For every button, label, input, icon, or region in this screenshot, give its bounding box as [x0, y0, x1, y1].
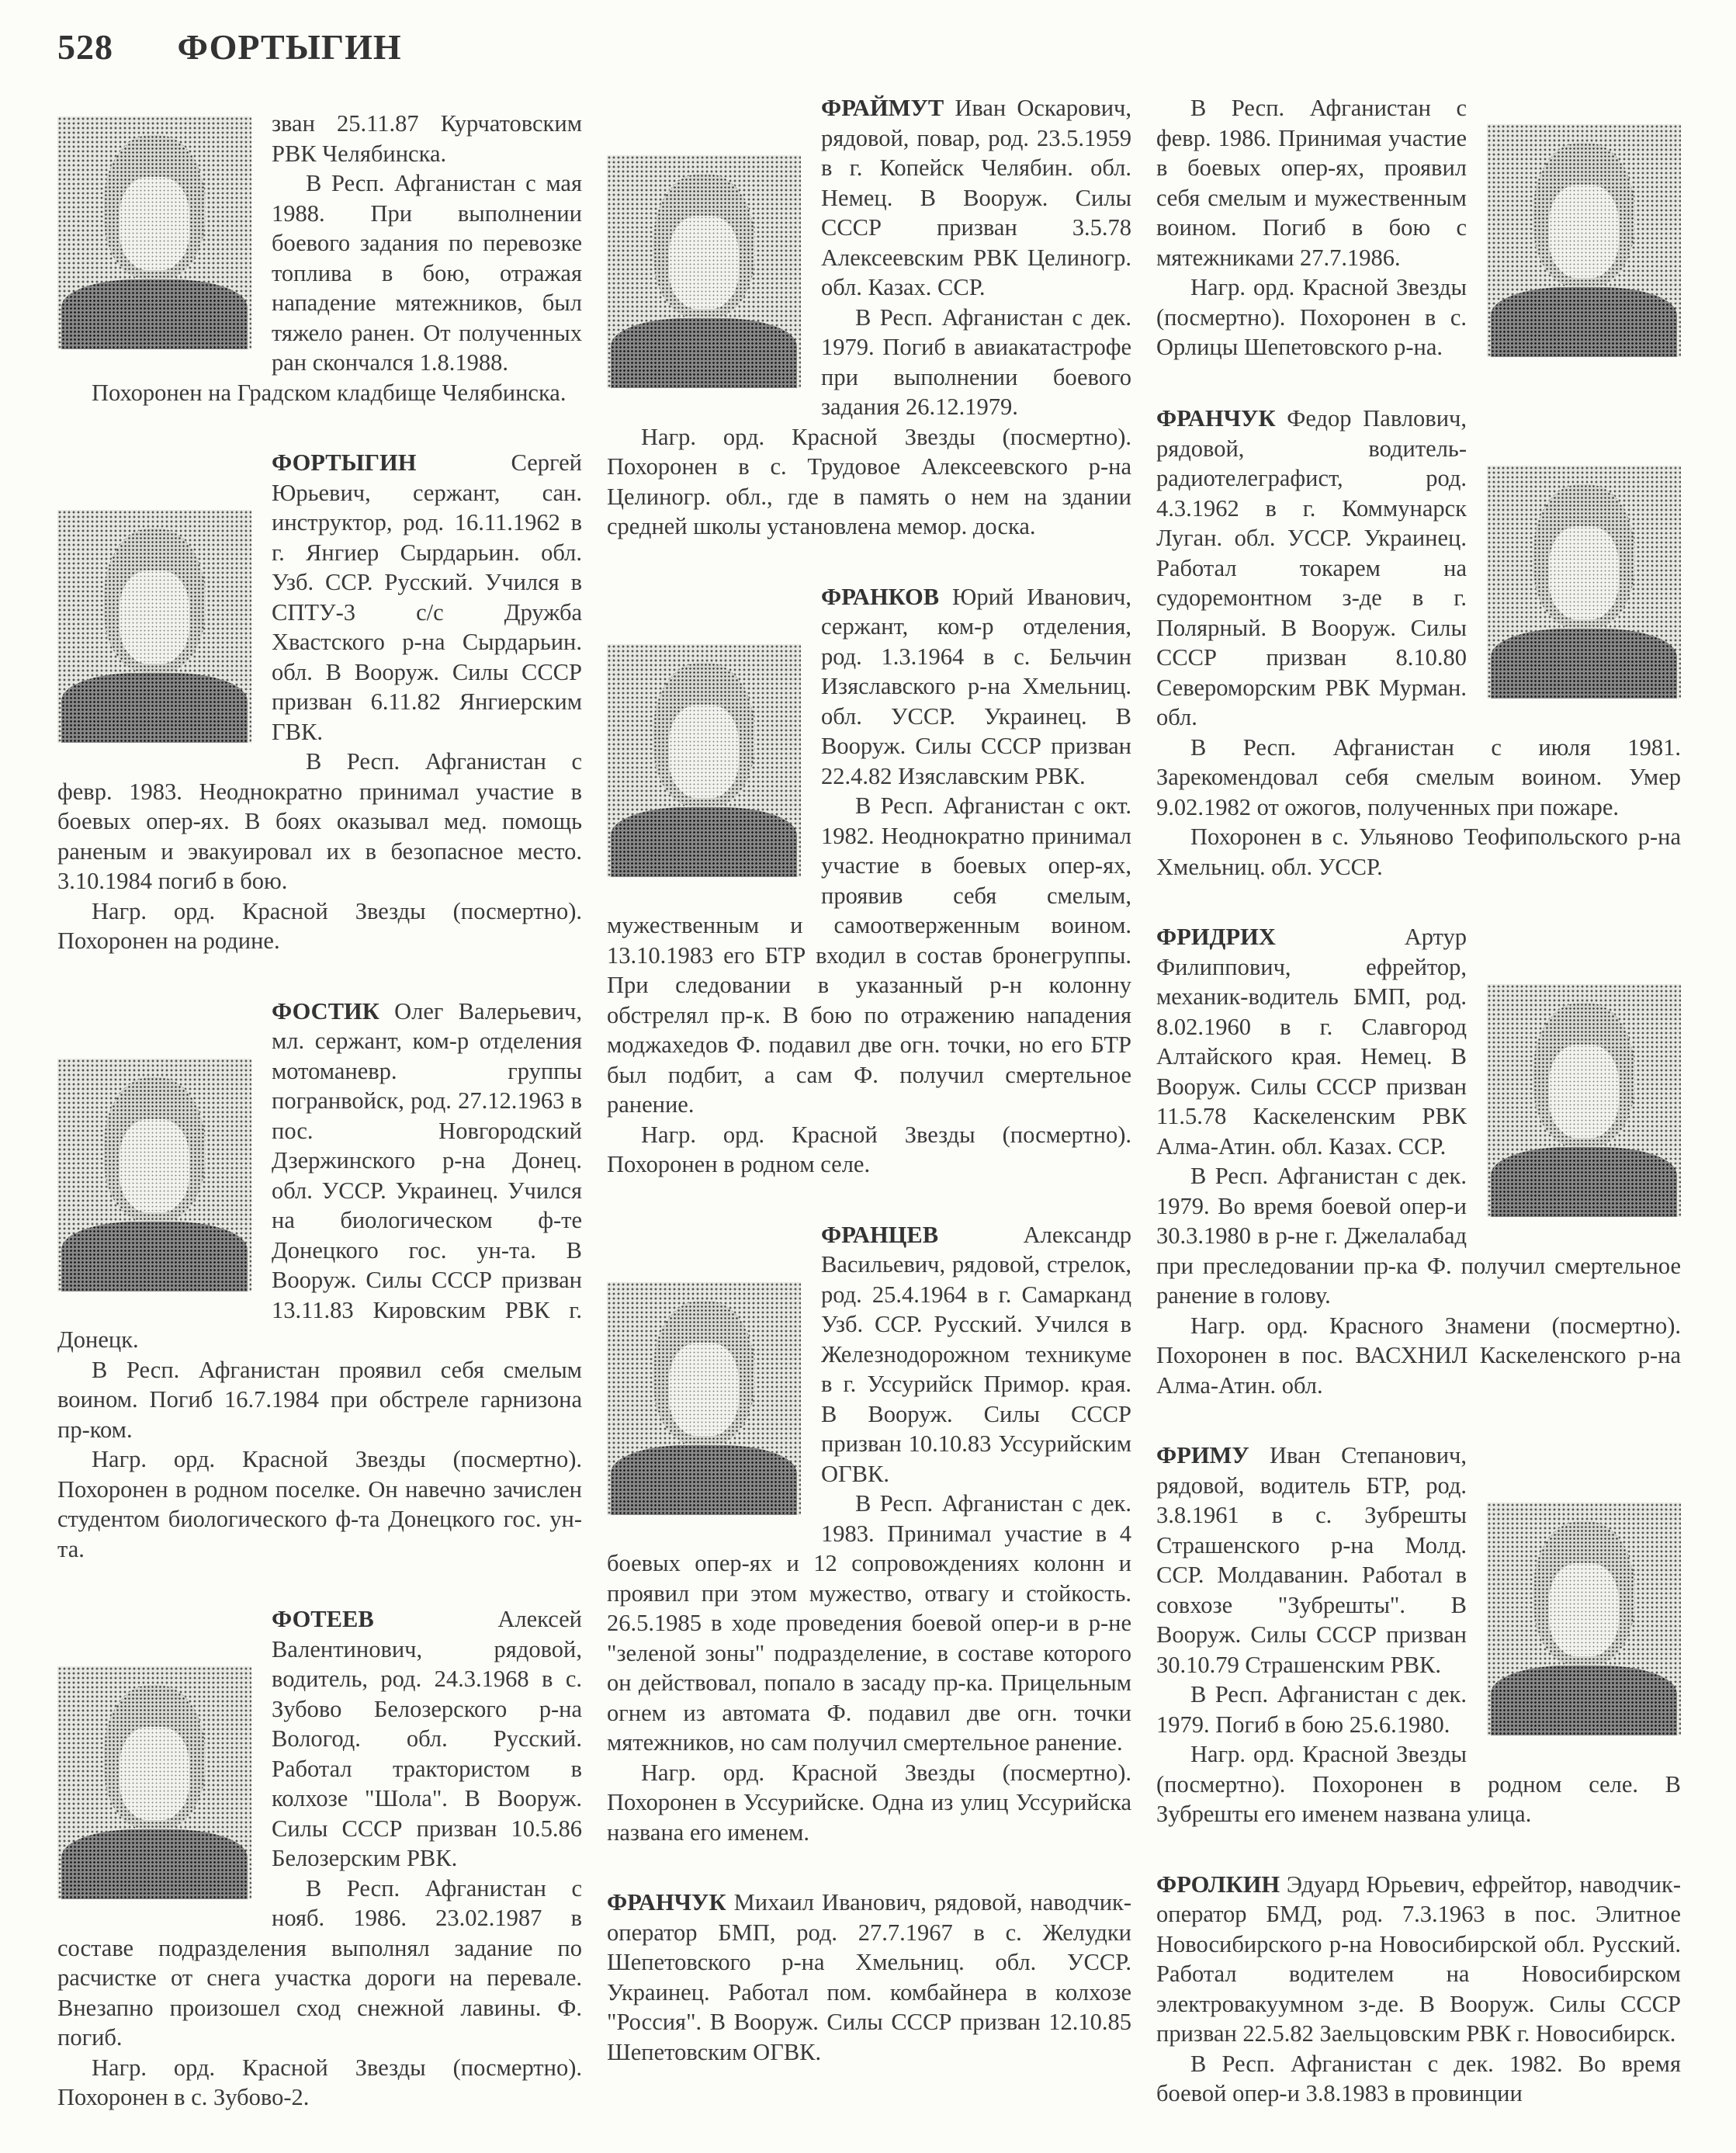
entry-surname: ФОТЕЕВ — [272, 1606, 374, 1632]
portrait-photo — [607, 155, 801, 388]
entry-text: В Респ. Афганистан с июля 1981. Зарекомендовал себя смелым воином. Умер 9.02.1982 от ожогов, полученных при пожаре. — [1156, 733, 1681, 820]
entry-text: В Респ. Афганистан с окт. 1982. Неоднократно принимал участие в боевых опер-ях, проявив себя смелым, мужественным и самоотверженным воином. 13.10.1983 его БТР входил в состав бронегруппы. При следовании в указанный р-н колонну обстрелял пр-к. В бою по отражению нападения моджахедов Ф. подавил две огн. точки, но его БТР был подбит, а сам Ф. получил смертельное ранение. — [607, 792, 1131, 1118]
portrait-photo — [57, 1059, 251, 1291]
entry-text: В Респ. Афганистан с дек. 1979. Погиб в авиакатастрофе при выполнении боевого задания 26.12.1979. — [821, 303, 1131, 420]
column-3 — [1156, 93, 1681, 2149]
entry-text: Нагр. орд. Красного Знамени (посмертно). Похоронен в пос. ВАСХНИЛ Каскеленского р-на Алма-Атин. обл. — [1156, 1312, 1681, 1399]
entry-text: В Респ. Афганистан проявил себя смелым воином. Погиб 16.7.1984 при обстреле гарнизона пр-ком. — [57, 1356, 582, 1443]
entry-fridrikh — [1156, 922, 1681, 1400]
entry-frantsev — [607, 1220, 1131, 1848]
entry-text: Похоронен на Градском кладбище Челябинска. — [92, 379, 567, 406]
entry-text: Нагр. орд. Красной Звезды (посмертно). Похоронен в родном селе. В Зубрешты его именем названа улица. — [1156, 1741, 1681, 1827]
entry-text: Олег Валерьевич, мл. сержант, ком-р отделения мотоманевр. группы погранвойск, род. 27.12.1963 в пос. Новгородский Дзержинского р-на Донец. обл. УССР. Украинец. Учился на биологическом ф-те Донецкого гос. ун-та. В Вооруж. Силы СССР призван 13.11.83 Кировским РВК г. Донецк. — [57, 997, 582, 1353]
entry-text: Нагр. орд. Красной Звезды (посмертно). Похоронен в Уссурийске. Одна из улиц Уссурийска названа его именем. — [607, 1759, 1131, 1846]
entry-fraimut — [607, 93, 1131, 542]
entry-text: Михаил Иванович, рядовой, наводчик-оператор БМП, род. 27.7.1967 в с. Желудки Шепетовского р-на Хмельниц. обл. УССР. Украинец. Работал пом. комбайнера в колхозе "Россия". В Вооруж. Силы СССР призван 12.10.85 Шепетовским ОГВК. — [607, 1889, 1131, 2065]
entry-surname: ФРАЙМУТ — [821, 95, 944, 121]
entry-continued — [1156, 93, 1681, 363]
portrait-photo — [1487, 466, 1681, 699]
entry-surname: ФРАНЧУК — [1156, 405, 1276, 432]
entry-franchuk-fedor — [1156, 404, 1681, 882]
entry-surname: ФРАНЧУК — [607, 1889, 726, 1916]
entry-text: Артур Филиппович, ефрейтор, механик-водитель БМП, род. 8.02.1960 в г. Славгород Алтайского края. Немец. В Вооруж. Силы СССР призван 11.5.78 Каскеленским РВК Алма-Атин. обл. Казах. ССР. — [1156, 924, 1467, 1160]
entry-text: Алексей Валентинович, рядовой, водитель, род. 24.3.1968 в с. Зубово Белозерского р-на Вологод. обл. Русский. Работал трактористом в колхозе "Шола". В Вооруж. Силы СССР призван 10.5.86 Белозерским РВК. — [272, 1606, 582, 1871]
entry-fortygin — [57, 448, 582, 956]
page-number: 528 — [57, 27, 113, 67]
portrait-photo — [1487, 1503, 1681, 1735]
entry-continued — [57, 93, 582, 407]
entry-surname: ФОРТЫГИН — [272, 449, 417, 476]
entry-text: Нагр. орд. Красной Звезды (посмертно). Похоронен в с. Орлицы Шепетовского р-на. — [1156, 274, 1467, 360]
entry-text: В Респ. Афганистан с дек. 1979. Во время боевой опер-и 30.3.1980 в р-не г. Джелалабад при преследовании пр-ка Ф. получил смертельное ранение в голову. — [1156, 1163, 1681, 1309]
entry-text: Федор Павлович, рядовой, водитель-радиотелеграфист, род. 4.3.1962 в г. Коммунарск Луган. обл. УССР. Украинец. Работал токарем на судоремонтном з-де в г. Полярный. В Вооруж. Силы СССР призван 8.10.80 Североморским РВК Мурман. обл. — [1156, 405, 1467, 730]
portrait-photo — [57, 116, 251, 349]
entry-text: В Респ. Афганистан с дек. 1982. Во время боевой опер-и 3.8.1983 в провинции — [1156, 2050, 1681, 2106]
entry-text: Иван Степанович, рядовой, водитель БТР, род. 3.8.1961 в с. Зубрешты Страшенского р-на Молд. ССР. Молдаванин. Работал в совхозе "Зубрешты". В Вооруж. Силы СССР призван 30.10.79 Страшенским РВК. — [1156, 1442, 1467, 1678]
entry-text: Сергей Юрьевич, сержант, сан. инструктор, род. 16.11.1962 в г. Янгиер Сырдарьин. обл. Узб. ССР. Русский. Учился в СПТУ-3 с/с Дружба Хвастского р-на Сырдарьин. обл. В Вооруж. Силы СССР призван 6.11.82 Янгиерским ГВК. — [272, 449, 582, 745]
entry-fostik — [57, 997, 582, 1565]
portrait-photo — [57, 1666, 251, 1899]
entry-text: Александр Васильевич, рядовой, стрелок, род. 25.4.1964 в г. Самарканд Узб. ССР. Русский. Учился в Железнодорожном техникуме в г. Уссурийск Примор. края. В Вооруж. Силы СССР призван 10.10.83 Уссурийским ОГВК. — [821, 1221, 1131, 1487]
entry-surname: ФРИДРИХ — [1156, 924, 1276, 950]
entry-text: зван 25.11.87 Курчатовским РВК Челябинска. — [272, 110, 582, 167]
entry-text: Нагр. орд. Красной Звезды (посмертно). Похоронен в родном поселке. Он навечно зачислен студентом биологического ф-та Донецкого гос. ун-та. — [57, 1446, 582, 1562]
entry-text: В Респ. Афганистан с февр. 1983. Неоднократно принимал участие в боевых опер-ях. В боях оказывал мед. помощь раненым и эвакуировал их в безопасное место. 3.10.1984 погиб в бою. — [57, 748, 582, 894]
entry-text: Нагр. орд. Красной Звезды (посмертно). Похоронен в родном селе. — [607, 1121, 1131, 1177]
entry-surname: ФРАНКОВ — [821, 583, 940, 610]
entry-frolkin — [1156, 1870, 1681, 2109]
column-2 — [607, 93, 1131, 2107]
entry-text: Нагр. орд. Красной Звезды (посмертно). Похоронен в с. Зубово-2. — [57, 2054, 582, 2110]
column-1 — [57, 93, 582, 2153]
entry-text: Юрий Иванович, сержант, ком-р отделения, род. 1.3.1964 в с. Бельчин Изяславского р-на Хмельниц. обл. УССР. Украинец. В Вооруж. Силы СССР призван 22.4.82 Изяславским РВК. — [821, 583, 1131, 789]
entry-text: Похоронен в с. Ульяново Теофипольского р-на Хмельниц. обл. УССР. — [1156, 823, 1681, 880]
entry-surname: ФРИМУ — [1156, 1442, 1249, 1468]
entry-foteev — [57, 1604, 582, 2113]
portrait-photo — [1487, 124, 1681, 357]
entry-text: Нагр. орд. Красной Звезды (посмертно). Похоронен на родине. — [57, 897, 582, 954]
entry-text: В Респ. Афганистан с февр. 1986. Принимая участие в боевых опер-ях, проявил себя смелым и мужественным воином. Погиб в бою с мятежниками 27.7.1986. — [1156, 95, 1467, 271]
entry-surname: ФРОЛКИН — [1156, 1870, 1280, 1898]
portrait-photo — [57, 510, 251, 743]
entry-surname: ФРАНЦЕВ — [821, 1221, 939, 1248]
portrait-photo — [1487, 984, 1681, 1217]
portrait-photo — [607, 644, 801, 877]
entry-frankov — [607, 582, 1131, 1180]
portrait-photo — [607, 1282, 801, 1515]
entry-text: В Респ. Афганистан с дек. 1983. Принимал участие в 4 боевых опер-ях и 12 сопровождениях колонн и проявил при этом мужество, отвагу и стойкость. 26.5.1985 в ходе проведения боевой опер-и в р-не "зеленой зоны" подразделение, в составе которого он действовал, попало в засаду пр-ка. Прицельным огнем из автомата Ф. подавил две огн. точки мятежников, но сам получил смертельное ранение. — [607, 1490, 1131, 1756]
entry-text: В Респ. Афганистан с нояб. 1986. 23.02.1987 в составе подразделения выполнял задание по расчистке от снега участка дороги на перевале. Внезапно произошел сход снежной лавины. Ф. погиб. — [57, 1874, 582, 2051]
entry-text: Иван Оскарович, рядовой, повар, род. 23.5.1959 в г. Копейск Челябин. обл. Немец. В Вооруж. Силы СССР призван 3.5.78 Алексеевским РВК Целиногр. обл. Казах. ССР. — [821, 95, 1132, 300]
entry-text: Нагр. орд. Красной Звезды (посмертно). Похоронен в с. Трудовое Алексеевского р-на Целиногр. обл., где в память о нем на здании средней школы установлена мемор. доска. — [607, 423, 1131, 539]
entry-text: Эдуард Юрьевич, ефрейтор, наводчик-оператор БМД, род. 7.3.1963 в пос. Элитное Новосибирского р-на Новосибирской обл. Русский. Работал водителем на Новосибирском электровакуумном з-де. В Вооруж. Силы СССР призван 22.5.82 Заельцовским РВК г. Новосибирск. — [1156, 1870, 1681, 2047]
entry-text: В Респ. Афганистан с дек. 1979. Погиб в бою 25.6.1980. — [1156, 1681, 1467, 1738]
page-header — [57, 26, 402, 68]
entry-text: В Респ. Афганистан с мая 1988. При выполнении боевого задания по перевозке топлива в бою, отражая нападение мятежников, был тяжело ранен. От полученных ран скончался 1.8.1988. — [272, 170, 582, 376]
running-head: ФОРТЫГИН — [177, 27, 402, 67]
entry-surname: ФОСТИК — [272, 997, 379, 1024]
entry-franchuk-mikhail — [607, 1888, 1131, 2067]
entry-frimu — [1156, 1441, 1681, 1829]
